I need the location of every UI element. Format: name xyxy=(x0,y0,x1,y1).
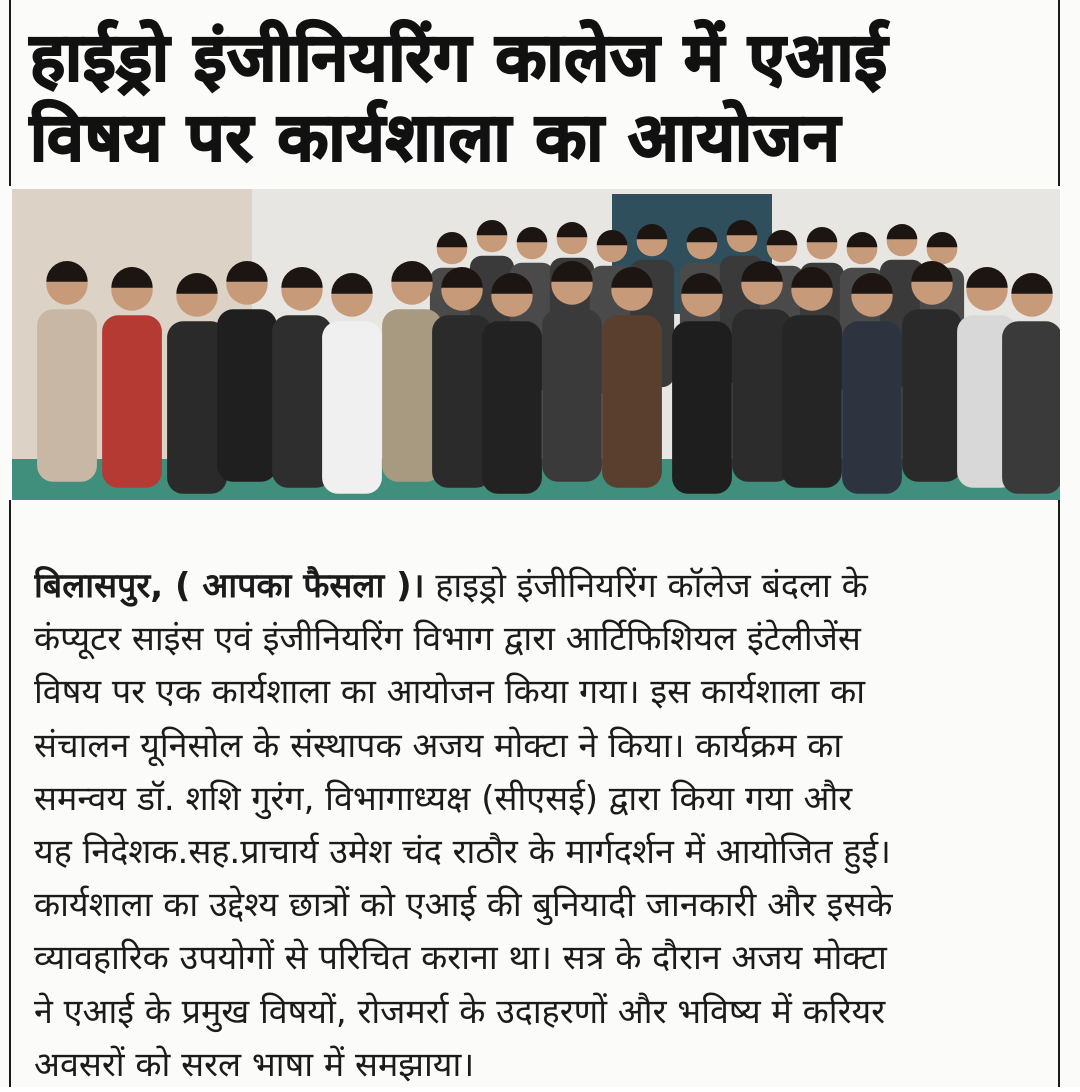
group-photo-illustration xyxy=(12,189,1060,500)
article-line-2: कंप्यूटर साइंस एवं इंजीनियरिंग विभाग द्वारा आर्टिफिशियल इंटेलीजेंस xyxy=(34,619,861,660)
article-line-1-rest: हाइड्रो इंजीनियरिंग कॉलेज बंदला के xyxy=(424,566,868,606)
article-line-6: यह निदेशक.सह.प्राचार्य उमेश चंद राठौर के मार्गदर्शन में आयोजित हुई। xyxy=(34,832,891,873)
article-line-4: संचालन यूनिसोल के संस्थापक अजय मोक्टा ने किया। कार्यक्रम का xyxy=(34,725,843,766)
article-body xyxy=(34,560,1044,1092)
article-line-3: विषय पर एक कार्यशाला का आयोजन किया गया। इस कार्यशाला का xyxy=(34,672,866,713)
article-line-5: समन्वय डॉ. शशि गुरंग, विभागाध्यक्ष (सीएसई) द्वारा किया गया और xyxy=(34,778,853,819)
column-rule-left xyxy=(9,0,11,186)
article-line-10: अवसरों को सरल भाषा में समझाया। xyxy=(34,1044,475,1085)
headline-line-1: हाईड्रो इंजीनियरिंग कालेज में एआई xyxy=(30,19,888,96)
headline-line-2: विषय पर कार्यशाला का आयोजन xyxy=(30,99,841,176)
group-photo xyxy=(12,189,1060,500)
column-rule-left-lower xyxy=(9,500,11,1087)
article-line-9: ने एआई के प्रमुख विषयों, रोजमर्रा के उदाहरणों और भविष्य में करियर xyxy=(34,991,886,1032)
column-rule-right-lower xyxy=(1058,500,1060,1087)
article-line-8: व्यावहारिक उपयोगों से परिचित कराना था। सत्र के दौरान अजय मोक्टा xyxy=(34,938,887,979)
article-line-1 xyxy=(34,560,1044,613)
column-rule-right xyxy=(1058,0,1060,186)
dateline: बिलासपुर, ( आपका फैसला )। xyxy=(34,566,425,606)
article-line-7: कार्यशाला का उद्देश्य छात्रों को एआई की बुनियादी जानकारी और इसके xyxy=(34,885,893,926)
headline xyxy=(30,18,1040,178)
